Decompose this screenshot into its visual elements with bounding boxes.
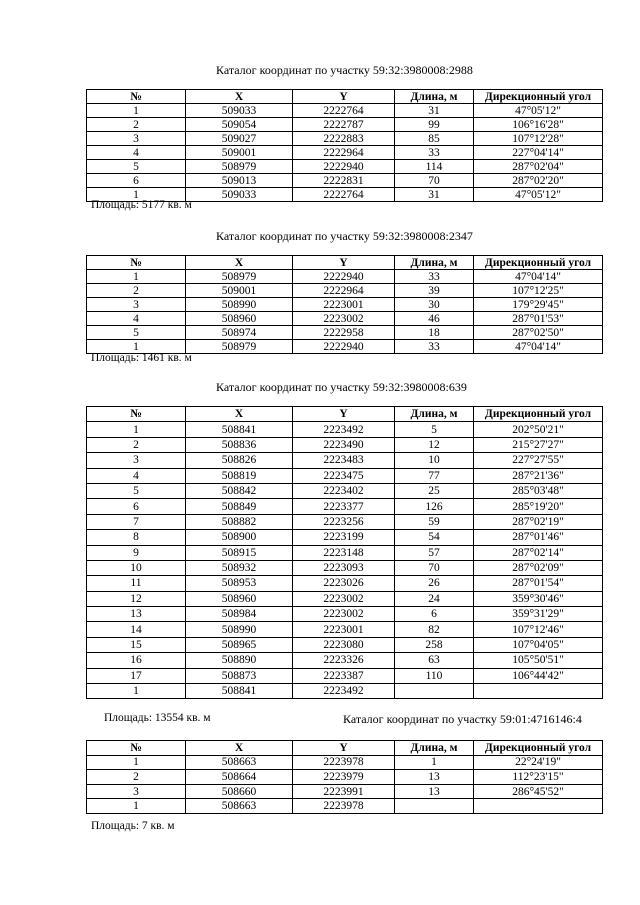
bearing-angle: 285°03'48" [474, 483, 603, 498]
x-coordinate: 508660 [186, 784, 293, 799]
segment-length: 114 [395, 160, 474, 174]
point-number: 1 [87, 799, 186, 814]
col-angle-header: Дирекционный угол [474, 256, 603, 270]
bearing-angle: 227°04'14" [474, 146, 603, 160]
x-coordinate: 508960 [186, 312, 293, 326]
col-number-header: № [87, 90, 186, 104]
segment-length: 25 [395, 483, 474, 498]
y-coordinate: 2223002 [293, 607, 395, 622]
bearing-angle: 227°27'55" [474, 453, 603, 468]
y-coordinate: 2223256 [293, 514, 395, 529]
col-x-header: X [186, 741, 293, 756]
point-number: 1 [87, 422, 186, 437]
y-coordinate: 2223326 [293, 653, 395, 668]
segment-length: 99 [395, 118, 474, 132]
catalog-1-area: Площадь: 5177 кв. м [91, 199, 192, 211]
y-coordinate: 2222764 [293, 104, 395, 118]
segment-length: 77 [395, 468, 474, 483]
table-row [87, 591, 603, 606]
table-row [87, 104, 603, 118]
col-number-header: № [87, 256, 186, 270]
coordinates-table-4 [86, 740, 603, 814]
x-coordinate: 508932 [186, 560, 293, 575]
segment-length: 30 [395, 298, 474, 312]
y-coordinate: 2223026 [293, 576, 395, 591]
bearing-angle: 359°30'46" [474, 591, 603, 606]
segment-length [395, 684, 474, 699]
col-length-header: Длина, м [395, 256, 474, 270]
y-coordinate: 2223080 [293, 637, 395, 652]
bearing-angle: 106°44'42" [474, 668, 603, 683]
col-angle-header: Дирекционный угол [474, 407, 603, 422]
point-number: 2 [87, 284, 186, 298]
table-row [87, 453, 603, 468]
y-coordinate: 2223402 [293, 483, 395, 498]
y-coordinate: 2223387 [293, 668, 395, 683]
x-coordinate: 508841 [186, 422, 293, 437]
y-coordinate: 2223979 [293, 770, 395, 785]
bearing-angle: 107°12'46" [474, 622, 603, 637]
y-coordinate: 2223490 [293, 437, 395, 452]
x-coordinate: 508979 [186, 160, 293, 174]
segment-length: 33 [395, 146, 474, 160]
y-coordinate: 2222764 [293, 188, 395, 202]
x-coordinate: 508984 [186, 607, 293, 622]
header-row [87, 407, 603, 422]
catalog-3-caption: Каталог координат по участку 59:32:3980008:639 [216, 380, 467, 394]
table-row [87, 326, 603, 340]
bearing-angle: 286°45'52" [474, 784, 603, 799]
catalog-4-area: Площадь: 7 кв. м [91, 820, 175, 832]
x-coordinate: 509001 [186, 146, 293, 160]
y-coordinate: 2222883 [293, 132, 395, 146]
y-coordinate: 2222958 [293, 326, 395, 340]
x-coordinate: 508826 [186, 453, 293, 468]
y-coordinate: 2222964 [293, 146, 395, 160]
x-coordinate: 508890 [186, 653, 293, 668]
table-row [87, 270, 603, 284]
table-row [87, 784, 603, 799]
segment-length: 13 [395, 770, 474, 785]
bearing-angle: 287°02'04" [474, 160, 603, 174]
col-angle-header: Дирекционный угол [474, 90, 603, 104]
x-coordinate: 509033 [186, 104, 293, 118]
table-row [87, 422, 603, 437]
segment-length: 12 [395, 437, 474, 452]
segment-length: 39 [395, 284, 474, 298]
point-number: 1 [87, 104, 186, 118]
x-coordinate: 509054 [186, 118, 293, 132]
col-length-header: Длина, м [395, 741, 474, 756]
segment-length: 70 [395, 560, 474, 575]
segment-length: 82 [395, 622, 474, 637]
catalog-2-caption: Каталог координат по участку 59:32:3980008:2347 [216, 229, 473, 243]
x-coordinate: 509001 [186, 284, 293, 298]
table-row [87, 499, 603, 514]
point-number: 8 [87, 530, 186, 545]
table-row [87, 118, 603, 132]
table-row [87, 755, 603, 770]
table-row [87, 637, 603, 652]
y-coordinate: 2222787 [293, 118, 395, 132]
x-coordinate: 508979 [186, 270, 293, 284]
point-number: 16 [87, 653, 186, 668]
x-coordinate: 508974 [186, 326, 293, 340]
x-coordinate: 508849 [186, 499, 293, 514]
bearing-angle: 107°12'28" [474, 132, 603, 146]
coordinates-table-3 [86, 406, 603, 699]
segment-length: 26 [395, 576, 474, 591]
point-number: 4 [87, 468, 186, 483]
segment-length [395, 799, 474, 814]
col-y-header: Y [293, 407, 395, 422]
x-coordinate: 509033 [186, 188, 293, 202]
col-x-header: X [186, 407, 293, 422]
point-number: 17 [87, 668, 186, 683]
bearing-angle: 47°05'12" [474, 104, 603, 118]
segment-length: 5 [395, 422, 474, 437]
segment-length: 24 [395, 591, 474, 606]
y-coordinate: 2223002 [293, 591, 395, 606]
point-number: 10 [87, 560, 186, 575]
x-coordinate: 508965 [186, 637, 293, 652]
y-coordinate: 2223093 [293, 560, 395, 575]
table-row [87, 770, 603, 785]
col-angle-header: Дирекционный угол [474, 741, 603, 756]
y-coordinate: 2223978 [293, 799, 395, 814]
bearing-angle: 47°04'14" [474, 270, 603, 284]
x-coordinate: 508873 [186, 668, 293, 683]
y-coordinate: 2222831 [293, 174, 395, 188]
x-coordinate: 508900 [186, 530, 293, 545]
bearing-angle: 47°05'12" [474, 188, 603, 202]
y-coordinate: 2223148 [293, 545, 395, 560]
col-number-header: № [87, 741, 186, 756]
point-number: 5 [87, 483, 186, 498]
y-coordinate: 2223001 [293, 298, 395, 312]
header-row [87, 741, 603, 756]
point-number: 1 [87, 270, 186, 284]
table-row [87, 483, 603, 498]
segment-length: 258 [395, 637, 474, 652]
bearing-angle: 112°23'15" [474, 770, 603, 785]
point-number: 1 [87, 188, 186, 202]
col-x-header: X [186, 256, 293, 270]
x-coordinate: 509013 [186, 174, 293, 188]
table-row [87, 514, 603, 529]
table-row [87, 622, 603, 637]
x-coordinate: 508836 [186, 437, 293, 452]
y-coordinate: 2223483 [293, 453, 395, 468]
bearing-angle: 287°01'53" [474, 312, 603, 326]
point-number: 5 [87, 326, 186, 340]
segment-length: 63 [395, 653, 474, 668]
y-coordinate: 2223492 [293, 422, 395, 437]
bearing-angle: 287°02'09" [474, 560, 603, 575]
bearing-angle [474, 684, 603, 699]
bearing-angle: 107°04'05" [474, 637, 603, 652]
bearing-angle: 359°31'29" [474, 607, 603, 622]
x-coordinate: 508842 [186, 483, 293, 498]
table-row [87, 545, 603, 560]
bearing-angle [474, 799, 603, 814]
table-row [87, 146, 603, 160]
y-coordinate: 2222940 [293, 270, 395, 284]
point-number: 3 [87, 453, 186, 468]
col-length-header: Длина, м [395, 90, 474, 104]
header-row [87, 256, 603, 270]
x-coordinate: 508664 [186, 770, 293, 785]
table-row [87, 799, 603, 814]
header-row [87, 90, 603, 104]
x-coordinate: 508960 [186, 591, 293, 606]
point-number: 15 [87, 637, 186, 652]
table-row [87, 284, 603, 298]
segment-length: 18 [395, 326, 474, 340]
segment-length: 46 [395, 312, 474, 326]
point-number: 2 [87, 437, 186, 452]
table-row [87, 576, 603, 591]
x-coordinate: 508953 [186, 576, 293, 591]
x-coordinate: 508663 [186, 799, 293, 814]
point-number: 14 [87, 622, 186, 637]
bearing-angle: 202°50'21" [474, 422, 603, 437]
bearing-angle: 105°50'51" [474, 653, 603, 668]
bearing-angle: 22°24'19" [474, 755, 603, 770]
table-row [87, 468, 603, 483]
segment-length: 31 [395, 104, 474, 118]
bearing-angle: 107°12'25" [474, 284, 603, 298]
point-number: 2 [87, 118, 186, 132]
bearing-angle: 287°01'46" [474, 530, 603, 545]
col-y-header: Y [293, 90, 395, 104]
x-coordinate: 508819 [186, 468, 293, 483]
table-row [87, 298, 603, 312]
point-number: 1 [87, 684, 186, 699]
y-coordinate: 2222940 [293, 160, 395, 174]
catalog-3-area: Площадь: 13554 кв. м [104, 712, 211, 724]
point-number: 3 [87, 784, 186, 799]
segment-length: 33 [395, 340, 474, 354]
segment-length: 6 [395, 607, 474, 622]
bearing-angle: 287°02'19" [474, 514, 603, 529]
x-coordinate: 508979 [186, 340, 293, 354]
table-row [87, 530, 603, 545]
bearing-angle: 287°01'54" [474, 576, 603, 591]
bearing-angle: 179°29'45" [474, 298, 603, 312]
segment-length: 13 [395, 784, 474, 799]
y-coordinate: 2222964 [293, 284, 395, 298]
point-number: 1 [87, 755, 186, 770]
y-coordinate: 2223991 [293, 784, 395, 799]
col-length-header: Длина, м [395, 407, 474, 422]
x-coordinate: 508882 [186, 514, 293, 529]
catalog-1-caption: Каталог координат по участку 59:32:3980008:2988 [216, 63, 473, 77]
x-coordinate: 509027 [186, 132, 293, 146]
segment-length: 85 [395, 132, 474, 146]
table-row [87, 684, 603, 699]
coordinates-table-1 [86, 89, 603, 202]
coordinates-table-2 [86, 255, 603, 354]
y-coordinate: 2223978 [293, 755, 395, 770]
bearing-angle: 215°27'27" [474, 437, 603, 452]
bearing-angle: 287°02'14" [474, 545, 603, 560]
point-number: 2 [87, 770, 186, 785]
segment-length: 31 [395, 188, 474, 202]
point-number: 6 [87, 174, 186, 188]
point-number: 4 [87, 146, 186, 160]
point-number: 12 [87, 591, 186, 606]
y-coordinate: 2223001 [293, 622, 395, 637]
bearing-angle: 285°19'20" [474, 499, 603, 514]
table-row [87, 653, 603, 668]
point-number: 1 [87, 340, 186, 354]
y-coordinate: 2223002 [293, 312, 395, 326]
segment-length: 10 [395, 453, 474, 468]
x-coordinate: 508990 [186, 298, 293, 312]
x-coordinate: 508915 [186, 545, 293, 560]
segment-length: 70 [395, 174, 474, 188]
point-number: 4 [87, 312, 186, 326]
x-coordinate: 508663 [186, 755, 293, 770]
table-row [87, 174, 603, 188]
x-coordinate: 508841 [186, 684, 293, 699]
segment-length: 54 [395, 530, 474, 545]
point-number: 13 [87, 607, 186, 622]
catalog-2-area: Площадь: 1461 кв. м [91, 352, 192, 364]
table-row [87, 607, 603, 622]
table-row [87, 437, 603, 452]
bearing-angle: 47°04'14" [474, 340, 603, 354]
table-row [87, 160, 603, 174]
col-number-header: № [87, 407, 186, 422]
y-coordinate: 2223492 [293, 684, 395, 699]
col-x-header: X [186, 90, 293, 104]
catalog-4-caption: Каталог координат по участку 59:01:4716146:4 [343, 712, 582, 726]
point-number: 7 [87, 514, 186, 529]
point-number: 6 [87, 499, 186, 514]
point-number: 3 [87, 132, 186, 146]
segment-length: 126 [395, 499, 474, 514]
segment-length: 33 [395, 270, 474, 284]
point-number: 9 [87, 545, 186, 560]
col-y-header: Y [293, 741, 395, 756]
bearing-angle: 287°02'50" [474, 326, 603, 340]
table-row [87, 560, 603, 575]
segment-length: 1 [395, 755, 474, 770]
point-number: 5 [87, 160, 186, 174]
table-row [87, 668, 603, 683]
bearing-angle: 106°16'28" [474, 118, 603, 132]
point-number: 3 [87, 298, 186, 312]
segment-length: 110 [395, 668, 474, 683]
table-row [87, 312, 603, 326]
point-number: 11 [87, 576, 186, 591]
y-coordinate: 2223377 [293, 499, 395, 514]
bearing-angle: 287°02'20" [474, 174, 603, 188]
y-coordinate: 2222940 [293, 340, 395, 354]
bearing-angle: 287°21'36" [474, 468, 603, 483]
x-coordinate: 508990 [186, 622, 293, 637]
y-coordinate: 2223475 [293, 468, 395, 483]
segment-length: 57 [395, 545, 474, 560]
segment-length: 59 [395, 514, 474, 529]
y-coordinate: 2223199 [293, 530, 395, 545]
col-y-header: Y [293, 256, 395, 270]
table-row [87, 132, 603, 146]
